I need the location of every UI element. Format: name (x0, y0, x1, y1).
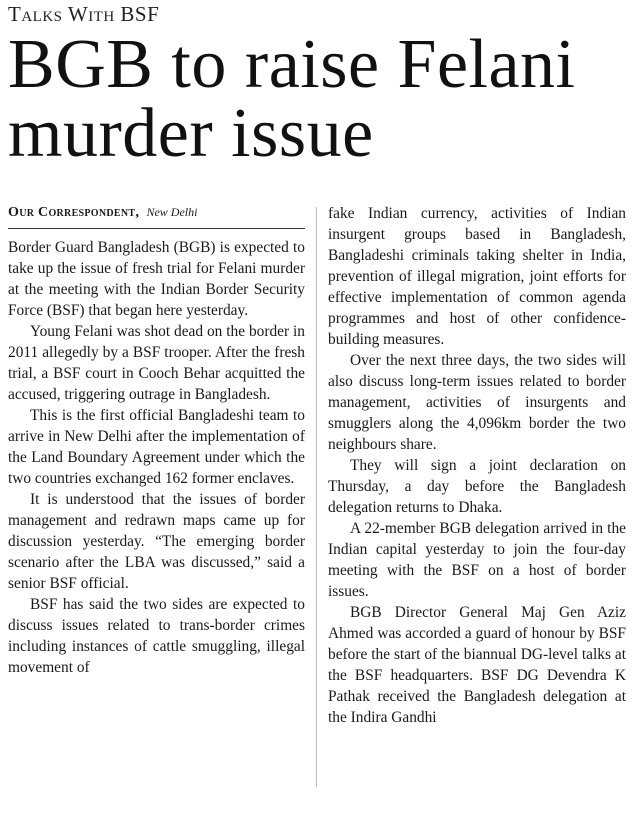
paragraph: fake Indian currency, activities of Indian insurgent groups based in Bangladesh, Bangladeshi criminals taking shelter in India, prevention of illegal migration, joint efforts for effective implementation of common agenda programmes and host of other confidence-building measures. (328, 205, 626, 348)
column-divider (316, 207, 317, 787)
paragraph: BGB Director General Maj Gen Aziz Ahmed was accorded a guard of honour by BSF before the start of the biannual DG-level talks at the BSF headquarters. BSF DG Devendra K Pathak received the Bangladesh delegation at the Indira Gandhi (328, 604, 626, 726)
right-column (328, 203, 626, 728)
paragraph: Border Guard Bangladesh (BGB) is expected to take up the issue of fresh trial for Felani murder at the meeting with the Indian Border Security Force (BSF) that began here yesterday. (8, 239, 305, 319)
headline: BGB to raise Felani murder issue (8, 26, 576, 172)
left-column (8, 203, 305, 678)
byline (8, 203, 305, 229)
paragraph: BSF has said the two sides are expected to discuss issues related to trans-border crimes including instances of cattle smuggling, illegal movement of (8, 596, 305, 676)
paragraph: They will sign a joint declaration on Thursday, a day before the Bangladesh delegation returns to Dhaka. (328, 457, 626, 516)
paragraph: Over the next three days, the two sides will also discuss long-term issues related to border management, activities of insurgents and smugglers along the 4,096km border the two neighbours share. (328, 352, 626, 453)
byline-correspondent: Our Correspondent, (8, 205, 140, 220)
paragraph: It is understood that the issues of border management and redrawn maps came up for discussion yesterday. “The emerging border scenario after the LBA was discussed,” said a senior BSF official. (8, 491, 305, 592)
kicker: Talks With BSF (8, 2, 160, 26)
paragraph: Young Felani was shot dead on the border in 2011 allegedly by a BSF trooper. After the fresh trial, a BSF court in Cooch Behar acquitted the accused, triggering outrage in Bangladesh. (8, 323, 305, 403)
paragraph: This is the first official Bangladeshi team to arrive in New Delhi after the implementation of the Land Boundary Agreement under which the two countries exchanged 162 former enclaves. (8, 407, 305, 487)
paragraph: A 22-member BGB delegation arrived in the Indian capital yesterday to join the four-day meeting with the BSF on a host of border issues. (328, 520, 626, 600)
byline-dateline: New Delhi (146, 205, 198, 219)
